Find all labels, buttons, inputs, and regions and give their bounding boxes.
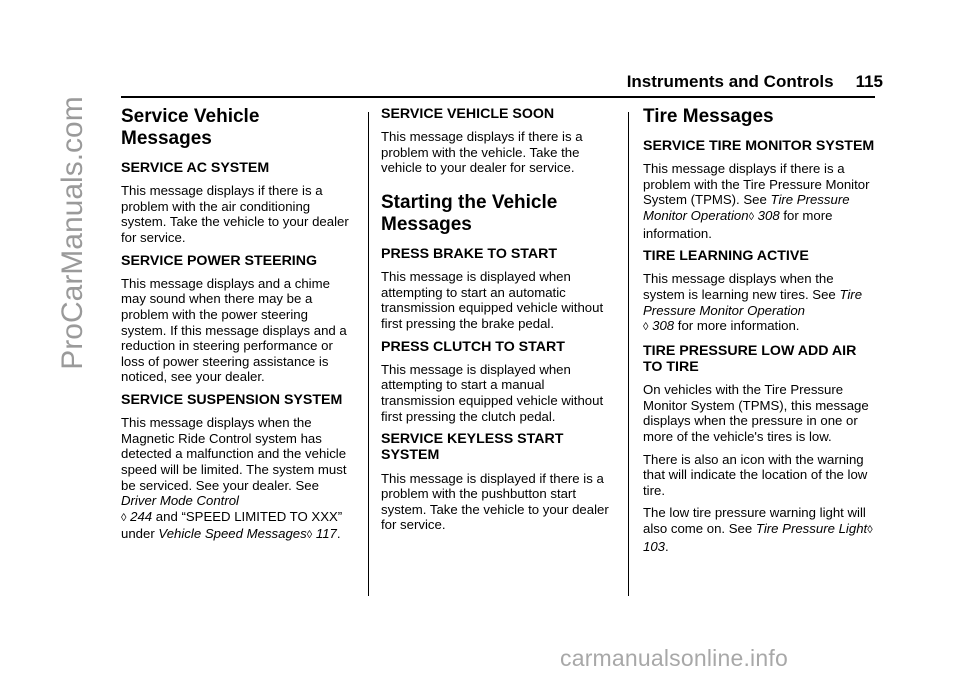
body-text: for more information.	[643, 207, 833, 241]
cross-reference-link[interactable]: Driver Mode Control	[121, 493, 239, 509]
service-tire-monitor-title: SERVICE TIRE MONITOR SYSTEM	[643, 138, 875, 154]
press-brake-title: PRESS BRAKE TO START	[381, 245, 558, 262]
section-heading-tire-messages: Tire Messages	[643, 106, 774, 127]
bottom-watermark: carmanualsonline.info	[560, 645, 788, 671]
tire-learning-title: TIRE LEARNING ACTIVE	[643, 248, 809, 265]
page-ref-number[interactable]: 117	[315, 526, 337, 542]
tire-pressure-low-body-2: There is also an icon with the warning that will indicate the location of the low tire.	[643, 451, 868, 498]
column-divider	[368, 112, 369, 596]
press-brake-block	[381, 246, 617, 332]
service-suspension-block	[121, 392, 353, 544]
body-text: This message displays when the system is learning new tires. See	[643, 271, 840, 302]
press-clutch-title: PRESS CLUTCH TO START	[381, 338, 565, 355]
press-clutch-block	[381, 339, 617, 425]
column-3	[643, 106, 875, 561]
service-ac-block	[121, 160, 353, 246]
cross-reference-link[interactable]: Tire Pressure Light	[755, 520, 868, 536]
column-divider	[628, 112, 629, 596]
service-tire-monitor-block	[643, 138, 875, 241]
page-ref-icon: ◊	[643, 321, 649, 334]
page-ref-icon: ◊	[748, 210, 754, 223]
service-vehicle-soon-body: This message displays if there is a problem with the vehicle. Take the vehicle to your dealer for service.	[381, 129, 583, 176]
page-ref-icon: ◊	[121, 511, 127, 524]
body-text: This message displays if there is a problem with the Tire Pressure Monitor System (TPMS). See	[643, 161, 870, 208]
body-text: .	[665, 538, 669, 554]
page-ref-icon: ◊	[306, 529, 313, 542]
column-1	[121, 106, 353, 551]
service-keyless-block	[381, 431, 617, 533]
tire-learning-block	[643, 248, 875, 336]
service-vehicle-soon-title: SERVICE VEHICLE SOON	[381, 106, 555, 122]
service-vehicle-soon-block	[381, 106, 617, 176]
tire-pressure-low-title: TIRE PRESSURE LOW ADD AIR TO TIRE	[643, 342, 857, 375]
page-ref-number[interactable]: 244	[130, 508, 153, 524]
body-text: and “SPEED LIMITED TO XXX” under	[121, 508, 343, 542]
service-power-steering-body: This message displays and a chime may sound when there may be a problem with the power steering system. If this message displays and a reduction in steering performance or loss of power steering assistance is noticed, see your dealer.	[121, 275, 347, 385]
section-heading-service-vehicle: Service Vehicle Messages	[121, 106, 260, 149]
service-suspension-body	[121, 415, 353, 544]
section-heading-starting-vehicle: Starting the Vehicle Messages	[381, 191, 558, 235]
page-ref-icon: ◊	[867, 523, 873, 536]
page-ref-number[interactable]: 308	[652, 318, 675, 334]
column-2	[381, 106, 617, 540]
page-header	[593, 72, 883, 92]
page-ref-number[interactable]: 103	[643, 538, 666, 554]
service-suspension-title: SERVICE SUSPENSION SYSTEM	[121, 391, 343, 408]
page-ref-number[interactable]: 308	[757, 207, 780, 223]
section-title: Instruments and Controls	[626, 72, 834, 91]
service-keyless-body: This message is displayed if there is a problem with the pushbutton start system. Take the vehicle to your dealer for service.	[381, 470, 609, 533]
service-ac-body: This message displays if there is a problem with the air conditioning system. Take the vehicle to your dealer for service.	[121, 183, 349, 245]
page-number: 115	[855, 72, 883, 91]
cross-reference-link[interactable]: Vehicle Speed Messages	[158, 526, 307, 542]
service-tire-monitor-body	[643, 161, 875, 241]
tire-pressure-low-block	[643, 343, 875, 554]
body-text: .	[336, 526, 341, 542]
press-clutch-body: This message is displayed when attempting to start a manual transmission equipped vehicle without first pressing the clutch pedal.	[381, 361, 604, 424]
tire-pressure-low-body-3	[643, 505, 875, 554]
service-power-steering-title: SERVICE POWER STEERING	[121, 252, 318, 269]
body-text: The low tire pressure warning light will also come on. See	[643, 505, 866, 536]
cross-reference-link[interactable]: Tire Pressure Monitor Operation	[643, 192, 850, 223]
tire-learning-body	[643, 271, 875, 335]
service-power-steering-block	[121, 253, 353, 385]
body-text: This message displays when the Magnetic Ride Control system has detected a malfunction and the vehicle speed will be limited. The system must be serviced. See your dealer. See	[121, 415, 347, 493]
body-text: for more information.	[674, 318, 800, 334]
tire-pressure-low-body-1: On vehicles with the Tire Pressure Monitor System (TPMS), this message displays when the pressure in one or more of the vehicle's tires is low.	[643, 382, 869, 444]
side-watermark-text: ProCarManuals.com	[56, 96, 89, 370]
cross-reference-link[interactable]: Tire Pressure Monitor Operation	[643, 286, 863, 318]
header-rule	[121, 96, 875, 98]
press-brake-body: This message is displayed when attempting to start an automatic transmission equipped vehicle without first pressing the brake pedal.	[381, 269, 604, 331]
service-ac-title: SERVICE AC SYSTEM	[121, 160, 270, 176]
service-keyless-title: SERVICE KEYLESS START SYSTEM	[381, 431, 564, 464]
